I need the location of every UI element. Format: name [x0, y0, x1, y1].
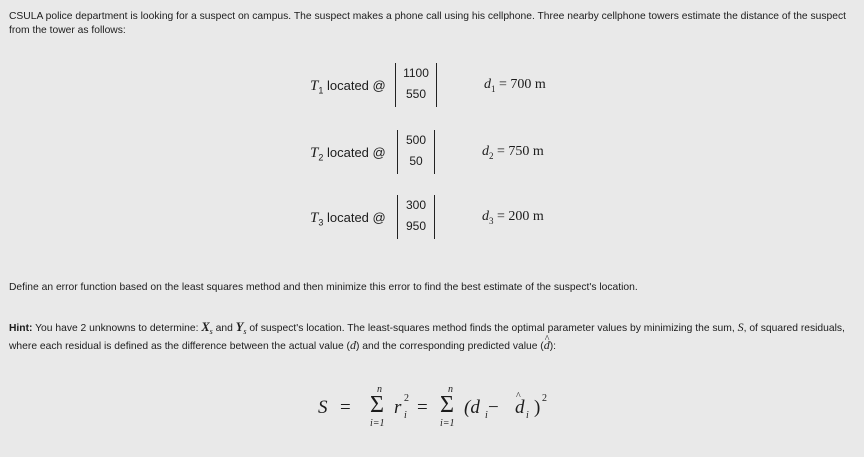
tower-1-x: 1100 [403, 66, 429, 80]
tower-row-2 [310, 130, 590, 176]
tower-3-position-matrix [397, 195, 435, 239]
problem-intro: CSULA police department is looking for a suspect on campus. The suspect makes a phone call using his cellphone. Three nearby cellphone towers estimate the distance of the suspect from the tower as follows: [9, 11, 847, 36]
tower-2-distance: $d_2 = 750$ m [482, 144, 544, 161]
tower-label-2: $T_2$ located @ [310, 145, 386, 163]
hint-label: Hint: [9, 323, 33, 334]
tower-2-x: 500 [405, 133, 427, 147]
tower-3-distance: $d_3 = 200$ m [482, 209, 544, 226]
tower-row-3 [310, 195, 590, 241]
tower-1-position-matrix [395, 63, 437, 107]
tower-3-y: 950 [405, 219, 427, 233]
task-definition: Define an error function based on the least squares method and then minimize this error to find the best estimate of the suspect's location. [9, 282, 638, 293]
tower-row-1 [310, 63, 590, 109]
tower-1-distance: $d_1 = 700$ m [484, 77, 546, 94]
tower-label-1: $T_1$ located @ [310, 78, 386, 96]
tower-1-y: 550 [405, 87, 427, 101]
tower-2-position-matrix [397, 130, 435, 174]
hint-paragraph: Hint: You have 2 unknowns to determine: $X_s$ and $Y_s$ of suspect's location. The least-squares method finds the optimal parameter values by minimizing the sum, S, of squared residuals, where each residual is defined as the difference between the actual value (d) and the corresponding predicted value (^ d): [9, 321, 857, 353]
least-squares-formula: S = n Σ i=1 r i 2 = n Σ i=1 (d i − ^ d i ) 2 [318, 384, 568, 432]
tower-label-3: $T_3$ located @ [310, 210, 386, 228]
tower-2-y: 50 [409, 154, 423, 168]
tower-3-x: 300 [405, 198, 427, 212]
